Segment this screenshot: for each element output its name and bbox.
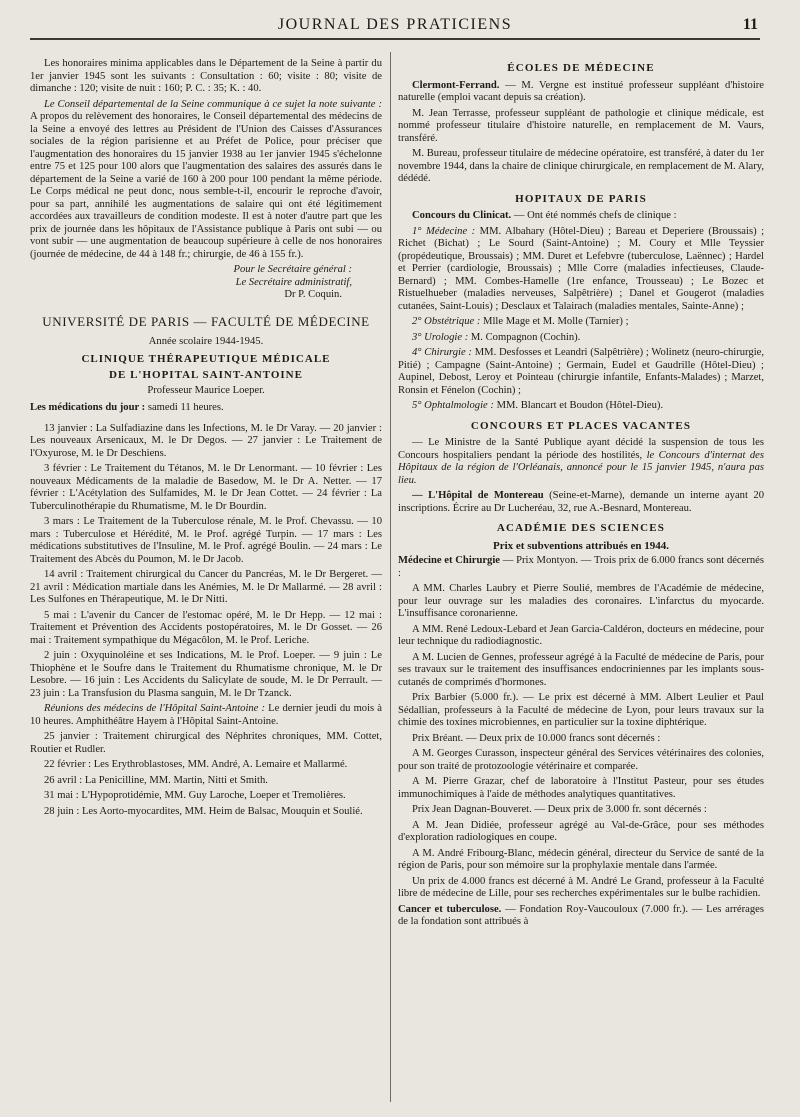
obstetrique-lead: 2° Obstétrique : [412, 316, 481, 327]
laubry-paragraph: A MM. Charles Laubry et Pierre Soulié, membres de l'Académie de médecine, pour leur ouvrage sur les maladies des coronaires. L'infarctus du myocarde. L'insuffisance coronarienne. [398, 583, 764, 619]
reunion-january: 25 janvier : Traitement chirurgical des Néphrites chroniques, MM. Cottet, Routier et Rudler. [30, 731, 382, 755]
breant-paragraph: Prix Bréant. — Deux prix de 10.000 francs sont décernés : [412, 732, 661, 744]
reunion-june: 28 juin : Les Aorto-myocardites, MM. Heim de Balsac, Mouquin et Soulié. [44, 805, 363, 817]
dagnan-paragraph: Prix Jean Dagnan-Bouveret. — Deux prix de 3.000 fr. sont décernés : [412, 804, 707, 815]
reunions-lead: Réunions des médecins de l'Hôpital Saint-Antoine : [44, 703, 266, 714]
fribourg-paragraph: A M. André Fribourg-Blanc, médecin général, directeur du Service de santé de la région de Paris, pour son mémoire sur la prophylaxie mentale dans l'armée. [398, 847, 764, 871]
reunion-may: 31 mai : L'Hypoprotidémie, MM. Guy Laroche, Loeper et Tremolières. [44, 790, 346, 801]
chirurgie-text: MM. Desfosses et Leandri (Salpêtrière) ; Wolinetz (neuro-chirurgie, Pitié) ; Campagne (Saint-Antoine) ; Germain, Eudel et Gaudrille (Hôtel-Dieu) ; Aupinel, Debost, Leroy et Pointeau (chirurgie infantile, Enfants-Malades) ; Marzet, Ronsin et Fénelon (Cochin) ; [398, 347, 764, 396]
ministre-italic: le Concours d'internat des Hôpitaux de la région de l'Orléanais, annoncé pour le 15 janvier 1945, n'aura pas lieu. [398, 449, 764, 486]
cancer-lead: Cancer et tuberculose. [398, 903, 502, 915]
left-column [30, 58, 382, 821]
terrasse-paragraph: M. Jean Terrasse, professeur suppléant de pathologie et clinique médicale, est nommé professeur titulaire d'histoire naturelle, en remplacement de M. Vaurs, transféré. [398, 107, 764, 144]
schedule-february: 3 février : Le Traitement du Tétanos, M. le Dr Lenormant. — 10 février : Les nouveaux Médicaments de la maladie de Basedow, M. le Dr A. Netter. — 17 février : L'Acétylation des Sulfamides, M. le Dr Jean Cottet. — 24 février : La Tuberculinothérapie du Rhumatisme, M. le Dr Bourdin. [30, 463, 382, 512]
clinicat-paragraph [398, 210, 764, 223]
ledoux-paragraph: A MM. René Ledoux-Lebard et Jean Garcia-Caldéron, docteurs en médecine, pour leur technique du radiodiagnostic. [398, 623, 764, 647]
reunion-february: 22 février : Les Erythroblastoses, MM. André, A. Lemaire et Mallarmé. [44, 759, 348, 770]
council-lead: Le Conseil départemental de la Seine communique à ce sujet la note suivante : [44, 98, 382, 110]
cancer-paragraph [398, 904, 764, 929]
medecine-lead: 1° Médecine : [412, 225, 476, 237]
medchir-text: — Prix Montyon. — Trois prix de 6.000 francs sont décernés : [398, 555, 764, 579]
obstetrique-text: Mlle Mage et M. Molle (Tarnier) ; [483, 316, 629, 327]
chirurgie-lead: 4° Chirurgie : [412, 347, 472, 358]
clermont-paragraph [398, 80, 764, 105]
clinicat-lead: Concours du Clinicat. [412, 210, 512, 221]
montereau-text: (Seine-et-Marne), demande un interne ayant 20 inscriptions. Écrire au Dr Lucheréau, 32, rue A.-Besnard, Montereau. [398, 490, 765, 514]
didiee-paragraph: A M. Jean Didiée, professeur agrégé au Val-de-Grâce, pour ses méthodes d'exploration radiologiques en coupe. [398, 819, 764, 843]
urologie-text: M. Compagnon (Cochin). [470, 331, 581, 343]
curasson-paragraph: A M. Georges Curasson, inspecteur général des Services vétérinaires des colonies, pour son traité de protozoologie vétérinaire et comparée. [398, 748, 764, 772]
medications-lead: Les médications du jour : [30, 402, 146, 413]
montereau-paragraph [398, 490, 764, 515]
signature-line-2: Le Secrétaire administratif, [235, 276, 352, 288]
reunions-text: Le dernier jeudi du mois à 10 heures. Amphithéâtre Hayem à l'Hôpital Saint-Antoine. [30, 703, 382, 727]
schedule-march: 3 mars : Le Traitement de la Tuberculose rénale, M. le Prof. Chevassu. — 10 mars : Tuberculose et Hérédité, M. le Prof. agrégé Turpin. — 17 mars : Les médications substitutives de l'Insuline, M. le Prof. agrégé Boulin. — 24 mars : Le Traitement des Abcès du Poumon, M. le Dr Jacob. [30, 516, 382, 565]
clinicat-medecine [398, 226, 764, 314]
schedule-january: 13 janvier : La Sulfadiazine dans les Infections, M. le Dr Varay. — 20 janvier : Les nouveaux Arsenicaux, M. le Dr Degos. — 27 janvier : Le Traitement de l'Oxyurose, M. le Dr Deschiens. [30, 422, 382, 459]
academie-heading: ACADÉMIE DES SCIENCES [496, 522, 666, 534]
clermont-text: — M. Vergne est institué professeur suppléant d'histoire naturelle (emploi vacant depuis sa création). [398, 79, 765, 103]
signature-line-1: Pour le Secrétaire général : [233, 264, 352, 275]
clinicat-urologie [398, 332, 764, 345]
running-header [30, 14, 760, 40]
reunion-april: 26 avril : La Penicilline, MM. Martin, Nitti et Smith. [44, 774, 268, 786]
medchir-paragraph [398, 555, 764, 580]
medications-line [30, 402, 382, 415]
montereau-lead: — L'Hôpital de Montereau [412, 490, 544, 501]
right-column [398, 58, 764, 932]
cancer-text: — Fondation Roy-Vaucouloux (7.000 fr.). — Les arrérages de la fondation sont attribués à [398, 903, 764, 927]
council-text: A propos du relèvement des honoraires, le Conseil départemental des médecins de la Seine a envoyé des lettres au Président de l'Union des Caisses d'Assurances sociales de la région parisienne et au Préfet de Police, pour préciser que l'augmentation des honoraires du 15 janvier 1938 au 1er janvier 1945 s'échelonne entre 75 et 125 pour 100 alors que l'augmentation des salaires des assurés dans le département de la Seine a varié de 160 à 200 pour 100 pendant la même période. Le Corps médical ne peut donc, nous semble-t-il, encourir le reproche d'avoir, pour sa part, annihilé les augmentations de salaire qui ont été légitimement accordées aux travailleurs de condition modeste. Il est à noter d'autre part que les prix de journée dans les hôpitaux de l'Assistance publique à Paris ont subi — ou vont subir — une augmentation de beaucoup supérieure à celle de nos honoraires (journée de médecine, de 44 à 148 fr.; chirurgie, de 46 à 155 fr.). [30, 111, 382, 260]
clinic-heading-2: DE L'HOPITAL SAINT-ANTOINE [109, 369, 303, 381]
university-heading: UNIVERSITÉ DE PARIS — FACULTÉ DE MÉDECINE [42, 313, 370, 329]
hopitaux-heading: HOPITAUX DE PARIS [515, 192, 647, 205]
reunions-paragraph [30, 703, 382, 728]
column-divider [390, 52, 391, 1102]
ecoles-heading: ÉCOLES DE MÉDECINE [507, 62, 655, 74]
ophtalmologie-lead: 5° Ophtalmologie : [412, 400, 494, 411]
concours-heading: CONCOURS ET PLACES VACANTES [470, 419, 692, 432]
medecine-text: MM. Albahary (Hôtel-Dieu) ; Bareau et Deperiere (Broussais) ; Richet (Bichat) ; Le Sourd (Saint-Antoine) ; M. Coury et Mlle Teyssier (propédeutique, Broussais) ; MM. Duret et Lefebvre (tuberculose, Laënnec) ; Hardel et Perrier (cardiologie, Broussais) ; Mlle Corre (maladies infectieuses, Claude-Bernard) ; MM. Combes-Hamelle (1re enfance, Trousseau) ; Le Bozec et Ristuelhueber (maladies nerveuses, Salpêtrière) ; Danel et Gougerot (maladies cutanées, Saint-Louis) ; Desclaux et Talairach (maladies mentales, Sainte-Anne) ; [398, 225, 765, 312]
clinicat-ophtalmologie [398, 400, 764, 413]
ministre-paragraph [398, 437, 764, 487]
schedule-may: 5 mai : L'avenir du Cancer de l'estomac opéré, M. le Dr Hepp. — 12 mai : Traitement et Prévention des Accidents postopératoires, M. le Dr Gosset. — 26 mai : Traitement sympathique du Mégacôlon, M. le Prof. Leriche. [30, 609, 382, 646]
clinicat-text: — Ont été nommés chefs de clinique : [513, 210, 677, 221]
clermont-lead: Clermont-Ferrand. [412, 79, 500, 91]
legrand-paragraph: Un prix de 4.000 francs est décerné à M. André Le Grand, professeur à la Faculté libre de médecine de Lille, pour ses recherches expérimentales sur le bulbe rachidien. [398, 875, 764, 899]
clinicat-obstetrique [398, 316, 764, 329]
schedule-june: 2 juin : Oxyquinoléine et ses Indications, M. le Prof. Loeper. — 9 juin : Le Thiophène et le Soufre dans le Traitement du Rhumatisme chronique, M. le Dr Lesobre. — 16 juin : Les Accidents du Salicylate de soude, M. le Dr Perrault. — 23 juin : La Transfusion du Plasma sanguin, M. le Dr Tzanck. [30, 650, 382, 699]
urologie-lead: 3° Urologie : [412, 331, 469, 343]
grazar-paragraph: A M. Pierre Grazar, chef de laboratoire à l'Institut Pasteur, pour ses études immunochimiques à l'aide de méthodes analytiques quantitatives. [398, 776, 764, 800]
signature-name: Dr P. Coquin. [284, 289, 342, 300]
medications-schedule: samedi 11 heures. [147, 402, 224, 413]
council-paragraph [30, 99, 382, 262]
prix-heading: Prix et subventions attribués en 1944. [493, 539, 669, 552]
schedule-april: 14 avril : Traitement chirurgical du Cancer du Pancréas, M. le Dr Bergeret. — 21 avril : Médication martiale dans les Anémies, M. le Dr Mallarmé. — 28 avril : Les Sulfones en Thérapeutique, M. le Dr Nitti. [30, 569, 382, 605]
bureau-paragraph: M. Bureau, professeur titulaire de médecine opératoire, est transféré, à dater du 1er novembre 1944, dans la chaire de clinique chirurgicale, en remplacement de M. Alary, dédédé. [398, 148, 764, 184]
school-year: Année scolaire 1944-1945. [148, 336, 264, 347]
fees-paragraph: Les honoraires minima applicables dans le Département de la Seine à partir du 1er janvier 1945 sont les suivants : Consultation : 60; visite : 80; visite de dimanche : 120; visite de nuit : 160; P. C. : 35; K. : 40. [30, 58, 382, 94]
ophtalmologie-text: MM. Blancart et Boudon (Hôtel-Dieu). [496, 400, 664, 411]
professor-line: Professeur Maurice Loeper. [147, 384, 265, 396]
clinic-heading-1: CLINIQUE THÉRAPEUTIQUE MÉDICALE [81, 352, 331, 365]
page-number: 11 [742, 16, 758, 33]
medchir-lead: Médecine et Chirurgie [398, 555, 501, 566]
clinicat-chirurgie [398, 347, 764, 397]
journal-title: JOURNAL DES PRATICIENS [277, 16, 513, 33]
ministre-text: — Le Ministre de la Santé Publique ayant décidé la suspension de tous les Concours hospitaliers pendant la période des hostilités, [398, 437, 764, 461]
barbier-paragraph: Prix Barbier (5.000 fr.). — Le prix est décerné à MM. Albert Leulier et Paul Sédallian, professeurs à la Faculté de médecine de Lyon, pour leurs travaux sur la chimie des toxines microbiennes, en particulier sur la toxine diphtérique. [398, 692, 764, 728]
gennes-paragraph: A M. Lucien de Gennes, professeur agrégé à la Faculté de médecine de Paris, pour ses travaux sur le traitement des insuffisances endocriniennes par les implants sous-cutanés de comprimés d'hormones. [398, 651, 764, 688]
